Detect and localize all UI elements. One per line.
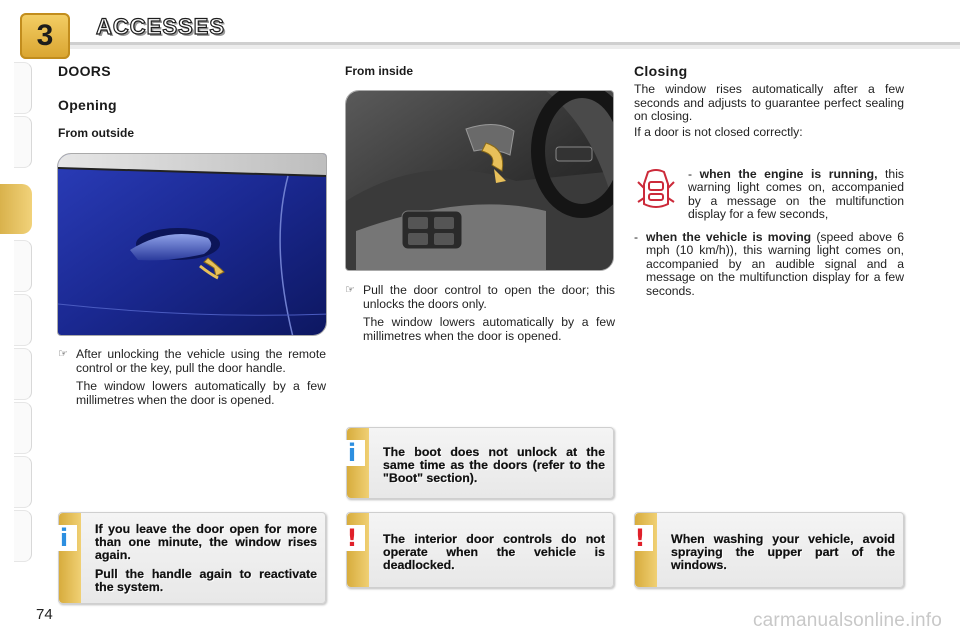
closing-paragraph: The window rises automatically after a few seconds and adjusts to guarantee perfect sealing on closing.	[634, 82, 904, 124]
heading-closing: Closing	[634, 63, 688, 79]
header-rule-shadow	[56, 45, 960, 49]
item-dash: -	[688, 167, 693, 181]
outside-note-text: The window lowers automatically by a few millimetres when the door is opened.	[76, 379, 326, 407]
info-box-window-text	[95, 523, 317, 594]
info-icon: i	[51, 525, 77, 551]
door-interior-photo	[345, 90, 614, 271]
heading-opening: Opening	[58, 97, 117, 113]
outside-bullet-text: After unlocking the vehicle using the remote control or the key, pull the door handle.	[76, 347, 326, 375]
heading-from-inside: From inside	[345, 64, 414, 78]
closing-condition: If a door is not closed correctly:	[634, 125, 803, 139]
chapter-tab	[14, 402, 32, 454]
warning-box-washing-text: When washing your vehicle, avoid spraying the upper part of the windows.	[671, 532, 895, 572]
info-box-boot	[346, 427, 614, 499]
warning-icon: !	[627, 525, 653, 551]
warning-box-interior-text: The interior door controls do not operate when the vehicle is deadlocked.	[383, 532, 605, 572]
inside-bullet-text: Pull the door control to open the door; this unlocks the doors only.	[363, 283, 615, 311]
item-dash: -	[634, 230, 639, 244]
door-exterior-photo	[57, 153, 327, 336]
watermark: carmanualsonline.info	[752, 610, 942, 631]
info-icon: i	[339, 440, 365, 466]
page-title: ACCESSES	[96, 14, 226, 39]
warning-icon: !	[339, 525, 365, 551]
warning-box-washing	[634, 512, 904, 588]
warning-box-interior	[346, 512, 614, 588]
inside-instructions	[345, 284, 615, 343]
info-box-boot-text: The boot does not unlock at the same time as the doors (refer to the "Boot" section).	[383, 445, 605, 485]
pointer-icon: ☞	[58, 348, 68, 360]
chapter-tab-active	[0, 184, 32, 234]
info-box-window	[58, 512, 326, 604]
chapter-badge: 3	[20, 13, 70, 59]
chapter-tab	[14, 348, 32, 400]
heading-from-outside: From outside	[58, 126, 135, 140]
chapter-tab	[14, 510, 32, 562]
chapter-tab	[14, 116, 32, 168]
info-box-window-p2: Pull the handle again to reactivate the system.	[95, 567, 317, 594]
door-exterior-illustration	[58, 154, 327, 336]
chapter-tab	[14, 456, 32, 508]
inside-note-text: The window lowers automatically by a few millimetres when the door is opened.	[363, 315, 615, 343]
warning-item-vehicle-moving	[634, 231, 904, 298]
outside-instructions	[58, 348, 326, 407]
chapter-tab	[14, 294, 32, 346]
warning-item-engine-running	[688, 168, 904, 222]
chapter-tabs	[0, 62, 34, 582]
heading-doors: DOORS	[58, 63, 111, 79]
pointer-icon: ☞	[345, 284, 355, 296]
item-text: this warning light comes on, accompanied by a message on the multifunction display for a few seconds,	[688, 167, 904, 222]
info-box-window-p1: If you leave the door open for more than one minute, the window rises again.	[95, 522, 317, 562]
chapter-tab	[14, 240, 32, 292]
door-open-warning-light-icon	[636, 168, 676, 212]
door-interior-illustration	[346, 91, 614, 271]
item-bold-text: when the engine is running,	[699, 167, 878, 181]
item-bold-text: when the vehicle is moving	[646, 230, 812, 244]
chapter-tab	[14, 62, 32, 114]
item-text: (speed above 6 mph (10 km/h)), this warning light comes on, accompanied by an audible signal and a message on the multifunction display for a few seconds.	[646, 230, 904, 298]
page-number: 74	[36, 606, 53, 623]
